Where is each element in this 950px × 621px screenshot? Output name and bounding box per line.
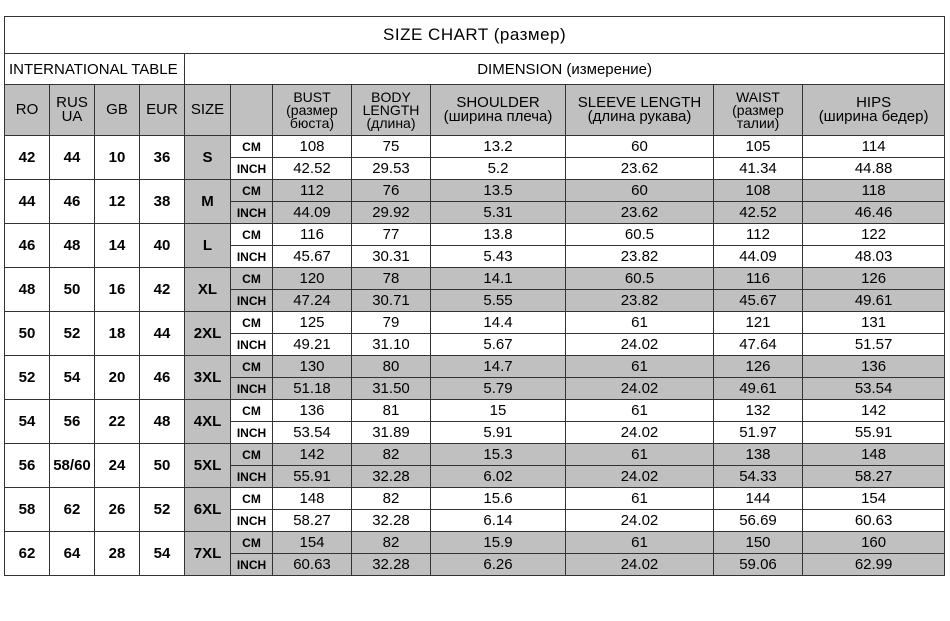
header-bust-line-1: BUST [293, 88, 331, 105]
hips-value: 55.91 [803, 422, 945, 444]
size-chart [4, 16, 944, 576]
header-sleeve-length [566, 85, 714, 136]
hips-value: 48.03 [803, 246, 945, 268]
sleeve-value: 61 [566, 444, 714, 466]
length-value: 76 [352, 180, 431, 202]
waist-value: 51.97 [714, 422, 803, 444]
unit-label-inch: INCH [231, 158, 273, 180]
bust-value: 51.18 [273, 378, 352, 400]
rus-ua-cell: 54 [50, 356, 95, 400]
header-rus-line-2: UA [61, 108, 83, 125]
table-row [5, 136, 945, 158]
header-hips-line-1: HIPS [856, 94, 892, 111]
waist-value: 121 [714, 312, 803, 334]
eur-cell: 44 [140, 312, 185, 356]
size-label: 3XL [185, 356, 231, 400]
bust-value: 136 [273, 400, 352, 422]
unit-label-cm: CM [231, 356, 273, 378]
table-row [5, 532, 945, 554]
header-bust [273, 85, 352, 136]
sleeve-value: 23.62 [566, 202, 714, 224]
shoulder-value: 6.02 [431, 466, 566, 488]
gb-cell: 14 [95, 224, 140, 268]
eur-cell: 52 [140, 488, 185, 532]
sleeve-value: 24.02 [566, 334, 714, 356]
ro-cell: 58 [5, 488, 50, 532]
shoulder-value: 13.2 [431, 136, 566, 158]
sleeve-value: 60 [566, 136, 714, 158]
unit-label-inch: INCH [231, 466, 273, 488]
bust-value: 125 [273, 312, 352, 334]
bust-value: 45.67 [273, 246, 352, 268]
sleeve-value: 24.02 [566, 466, 714, 488]
sleeve-value: 60.5 [566, 224, 714, 246]
header-bust-line-2: (размер [286, 101, 338, 118]
waist-value: 56.69 [714, 510, 803, 532]
shoulder-value: 15.3 [431, 444, 566, 466]
table-row [5, 400, 945, 422]
header-unit [231, 85, 273, 136]
bust-value: 42.52 [273, 158, 352, 180]
waist-value: 112 [714, 224, 803, 246]
length-value: 75 [352, 136, 431, 158]
header-gb: GB [95, 85, 140, 136]
sleeve-value: 24.02 [566, 422, 714, 444]
unit-label-inch: INCH [231, 378, 273, 400]
length-value: 82 [352, 488, 431, 510]
header-shoulder-line-1: SHOULDER [456, 94, 540, 111]
unit-label-inch: INCH [231, 202, 273, 224]
hips-value: 62.99 [803, 554, 945, 576]
bust-value: 154 [273, 532, 352, 554]
size-chart-table [4, 16, 945, 576]
header-bust-line-3: бюста) [289, 114, 335, 131]
unit-label-cm: CM [231, 268, 273, 290]
eur-cell: 36 [140, 136, 185, 180]
length-value: 32.28 [352, 510, 431, 532]
length-value: 81 [352, 400, 431, 422]
waist-value: 150 [714, 532, 803, 554]
size-label: 7XL [185, 532, 231, 576]
size-label: 6XL [185, 488, 231, 532]
waist-value: 44.09 [714, 246, 803, 268]
hips-value: 131 [803, 312, 945, 334]
header-waist-line-1: WAIST [736, 88, 780, 105]
length-value: 31.50 [352, 378, 431, 400]
eur-cell: 50 [140, 444, 185, 488]
rus-ua-cell: 44 [50, 136, 95, 180]
hips-value: 44.88 [803, 158, 945, 180]
hips-value: 51.57 [803, 334, 945, 356]
sleeve-value: 24.02 [566, 510, 714, 532]
bust-value: 53.54 [273, 422, 352, 444]
waist-value: 105 [714, 136, 803, 158]
hips-value: 122 [803, 224, 945, 246]
rus-ua-cell: 46 [50, 180, 95, 224]
gb-cell: 24 [95, 444, 140, 488]
eur-cell: 42 [140, 268, 185, 312]
size-label: 4XL [185, 400, 231, 444]
hips-value: 58.27 [803, 466, 945, 488]
sleeve-value: 60 [566, 180, 714, 202]
ro-cell: 54 [5, 400, 50, 444]
hips-value: 53.54 [803, 378, 945, 400]
header-sleeve-line-1: SLEEVE LENGTH [577, 94, 702, 111]
header-body-length [352, 85, 431, 136]
shoulder-value: 13.5 [431, 180, 566, 202]
ro-cell: 50 [5, 312, 50, 356]
sleeve-value: 24.02 [566, 378, 714, 400]
header-ro: RO [5, 85, 50, 136]
sleeve-value: 24.02 [566, 554, 714, 576]
unit-label-inch: INCH [231, 422, 273, 444]
ro-cell: 42 [5, 136, 50, 180]
shoulder-value: 5.91 [431, 422, 566, 444]
rus-ua-cell: 58/60 [50, 444, 95, 488]
unit-label-cm: CM [231, 180, 273, 202]
shoulder-value: 6.26 [431, 554, 566, 576]
sleeve-value: 23.82 [566, 290, 714, 312]
ro-cell: 52 [5, 356, 50, 400]
length-value: 31.10 [352, 334, 431, 356]
bust-value: 58.27 [273, 510, 352, 532]
table-row [5, 224, 945, 246]
rus-ua-cell: 50 [50, 268, 95, 312]
header-waist-line-3: талии) [736, 114, 780, 131]
unit-label-cm: CM [231, 400, 273, 422]
eur-cell: 46 [140, 356, 185, 400]
unit-label-cm: CM [231, 532, 273, 554]
ro-cell: 46 [5, 224, 50, 268]
length-value: 31.89 [352, 422, 431, 444]
length-value: 29.53 [352, 158, 431, 180]
sleeve-value: 61 [566, 488, 714, 510]
length-value: 30.31 [352, 246, 431, 268]
bust-value: 116 [273, 224, 352, 246]
hips-value: 60.63 [803, 510, 945, 532]
shoulder-value: 6.14 [431, 510, 566, 532]
unit-label-cm: CM [231, 136, 273, 158]
eur-cell: 54 [140, 532, 185, 576]
unit-label-cm: CM [231, 224, 273, 246]
hips-value: 126 [803, 268, 945, 290]
size-label: M [185, 180, 231, 224]
shoulder-value: 5.2 [431, 158, 566, 180]
bust-value: 55.91 [273, 466, 352, 488]
unit-label-inch: INCH [231, 246, 273, 268]
shoulder-value: 14.1 [431, 268, 566, 290]
international-table-label: INTERNATIONAL TABLE [5, 54, 185, 85]
header-length-line-1: BODY [371, 88, 411, 105]
table-row [5, 268, 945, 290]
length-value: 82 [352, 532, 431, 554]
waist-value: 45.67 [714, 290, 803, 312]
waist-value: 47.64 [714, 334, 803, 356]
length-value: 78 [352, 268, 431, 290]
length-value: 77 [352, 224, 431, 246]
hips-value: 148 [803, 444, 945, 466]
waist-value: 59.06 [714, 554, 803, 576]
length-value: 32.28 [352, 466, 431, 488]
size-label: L [185, 224, 231, 268]
length-value: 82 [352, 444, 431, 466]
shoulder-value: 5.55 [431, 290, 566, 312]
gb-cell: 16 [95, 268, 140, 312]
unit-label-cm: CM [231, 312, 273, 334]
hips-value: 136 [803, 356, 945, 378]
table-row [5, 312, 945, 334]
hips-value: 114 [803, 136, 945, 158]
bust-value: 120 [273, 268, 352, 290]
waist-value: 54.33 [714, 466, 803, 488]
sleeve-value: 23.62 [566, 158, 714, 180]
unit-label-inch: INCH [231, 554, 273, 576]
sleeve-value: 61 [566, 356, 714, 378]
unit-label-cm: CM [231, 488, 273, 510]
hips-value: 46.46 [803, 202, 945, 224]
ro-cell: 62 [5, 532, 50, 576]
shoulder-value: 14.4 [431, 312, 566, 334]
length-value: 32.28 [352, 554, 431, 576]
size-label: XL [185, 268, 231, 312]
hips-value: 160 [803, 532, 945, 554]
shoulder-value: 5.31 [431, 202, 566, 224]
bust-value: 142 [273, 444, 352, 466]
unit-label-inch: INCH [231, 334, 273, 356]
gb-cell: 26 [95, 488, 140, 532]
rus-ua-cell: 52 [50, 312, 95, 356]
header-hips [803, 85, 945, 136]
sleeve-value: 61 [566, 532, 714, 554]
bust-value: 112 [273, 180, 352, 202]
size-label: 2XL [185, 312, 231, 356]
waist-value: 116 [714, 268, 803, 290]
sleeve-value: 61 [566, 400, 714, 422]
unit-label-inch: INCH [231, 290, 273, 312]
rus-ua-cell: 56 [50, 400, 95, 444]
header-hips-line-2: (ширина бедер) [818, 108, 929, 125]
eur-cell: 38 [140, 180, 185, 224]
shoulder-value: 5.43 [431, 246, 566, 268]
header-rus [50, 85, 95, 136]
hips-value: 49.61 [803, 290, 945, 312]
chart-title: SIZE CHART (размер) [5, 17, 945, 54]
waist-value: 49.61 [714, 378, 803, 400]
unit-label-cm: CM [231, 444, 273, 466]
bust-value: 130 [273, 356, 352, 378]
gb-cell: 20 [95, 356, 140, 400]
header-waist [714, 85, 803, 136]
rus-ua-cell: 62 [50, 488, 95, 532]
header-shoulder [431, 85, 566, 136]
waist-value: 42.52 [714, 202, 803, 224]
shoulder-value: 15.9 [431, 532, 566, 554]
dimension-label: DIMENSION (измерение) [185, 54, 945, 85]
length-value: 80 [352, 356, 431, 378]
gb-cell: 12 [95, 180, 140, 224]
table-row [5, 444, 945, 466]
bust-value: 108 [273, 136, 352, 158]
eur-cell: 40 [140, 224, 185, 268]
shoulder-value: 14.7 [431, 356, 566, 378]
header-size: SIZE [185, 85, 231, 136]
bust-value: 49.21 [273, 334, 352, 356]
bust-value: 60.63 [273, 554, 352, 576]
shoulder-value: 5.79 [431, 378, 566, 400]
unit-label-inch: INCH [231, 510, 273, 532]
waist-value: 126 [714, 356, 803, 378]
bust-value: 47.24 [273, 290, 352, 312]
length-value: 29.92 [352, 202, 431, 224]
eur-cell: 48 [140, 400, 185, 444]
sleeve-value: 23.82 [566, 246, 714, 268]
rus-ua-cell: 64 [50, 532, 95, 576]
ro-cell: 56 [5, 444, 50, 488]
gb-cell: 18 [95, 312, 140, 356]
size-label: S [185, 136, 231, 180]
header-waist-line-2: (размер [732, 101, 784, 118]
shoulder-value: 5.67 [431, 334, 566, 356]
gb-cell: 28 [95, 532, 140, 576]
table-row [5, 356, 945, 378]
bust-value: 148 [273, 488, 352, 510]
header-length-line-2: LENGTH [362, 101, 420, 118]
shoulder-value: 15.6 [431, 488, 566, 510]
length-value: 30.71 [352, 290, 431, 312]
waist-value: 41.34 [714, 158, 803, 180]
gb-cell: 10 [95, 136, 140, 180]
ro-cell: 48 [5, 268, 50, 312]
header-sleeve-line-2: (длина рукава) [587, 108, 692, 125]
table-row [5, 488, 945, 510]
size-label: 5XL [185, 444, 231, 488]
header-eur: EUR [140, 85, 185, 136]
rus-ua-cell: 48 [50, 224, 95, 268]
header-shoulder-line-2: (ширина плеча) [443, 108, 553, 125]
hips-value: 142 [803, 400, 945, 422]
table-row [5, 180, 945, 202]
waist-value: 138 [714, 444, 803, 466]
hips-value: 154 [803, 488, 945, 510]
gb-cell: 22 [95, 400, 140, 444]
column-header-row [5, 85, 945, 136]
waist-value: 144 [714, 488, 803, 510]
shoulder-value: 13.8 [431, 224, 566, 246]
waist-value: 108 [714, 180, 803, 202]
sleeve-value: 61 [566, 312, 714, 334]
bust-value: 44.09 [273, 202, 352, 224]
hips-value: 118 [803, 180, 945, 202]
sleeve-value: 60.5 [566, 268, 714, 290]
shoulder-value: 15 [431, 400, 566, 422]
ro-cell: 44 [5, 180, 50, 224]
length-value: 79 [352, 312, 431, 334]
header-length-line-3: (длина) [366, 114, 416, 131]
header-rus-line-1: RUS [56, 94, 88, 111]
waist-value: 132 [714, 400, 803, 422]
